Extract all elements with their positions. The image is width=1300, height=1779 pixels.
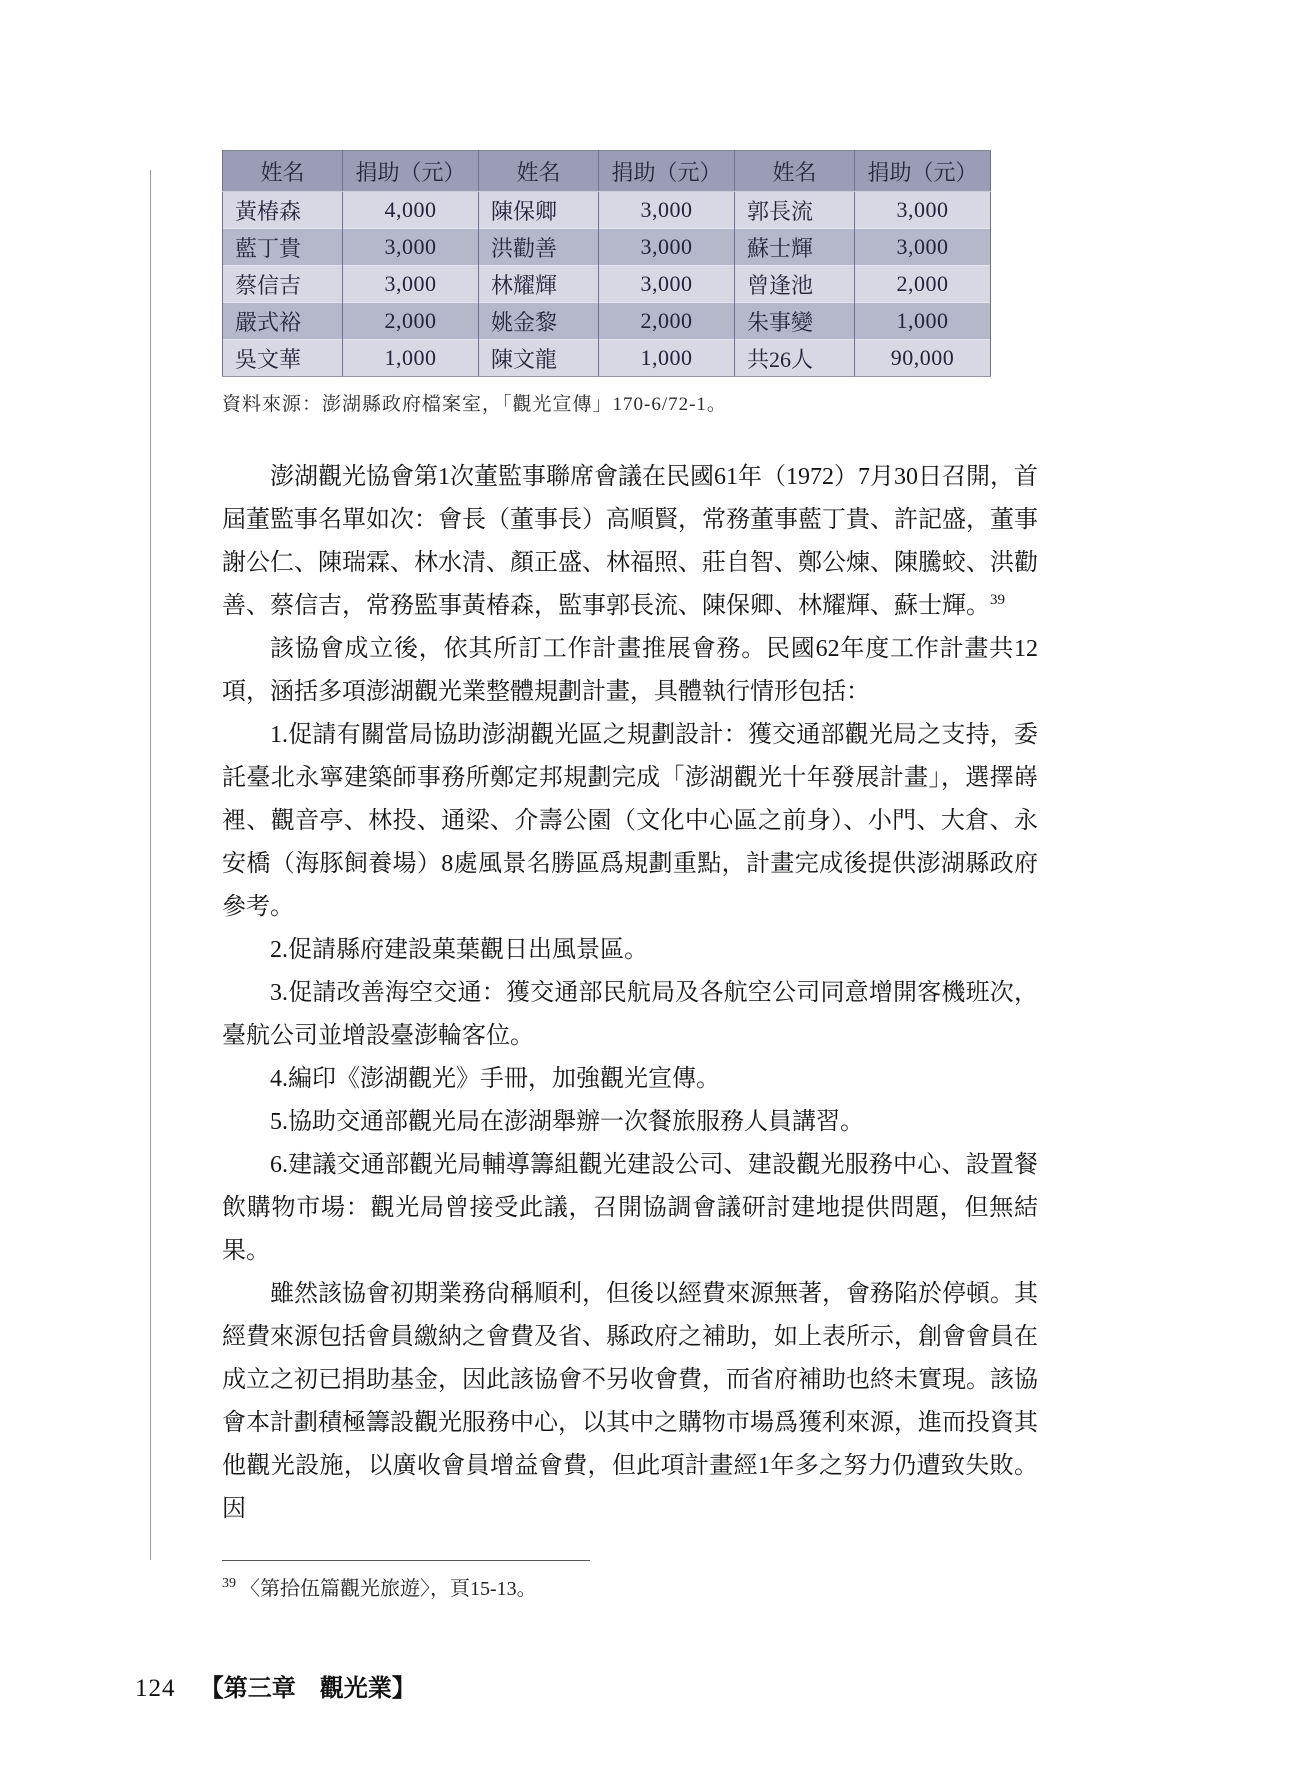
body-paragraph: 4.編印《澎湖觀光》手冊，加強觀光宣傳。 bbox=[270, 1066, 720, 1092]
table-header-cell: 捐助（元） bbox=[855, 151, 991, 192]
chapter-label: 【第三章 觀光業】 bbox=[199, 1676, 416, 1702]
footnote-marker: 39 bbox=[222, 1576, 236, 1592]
table-row bbox=[223, 229, 991, 266]
table-cell-amount: 3,000 bbox=[599, 266, 735, 303]
table-cell-name: 洪勸善 bbox=[479, 229, 599, 266]
body-paragraph: 6.建議交通部觀光局輔導籌組觀光建設公司、建設觀光服務中心、設置餐飲購物市場：觀光局曾接受此議，召開協調會議研討建地提供問題，但無結果。 bbox=[222, 1152, 1038, 1264]
table-cell-amount: 3,000 bbox=[599, 192, 735, 229]
body-paragraph: 2.促請縣府建設菓葉觀日出風景區。 bbox=[270, 937, 648, 963]
donation-table-header bbox=[223, 151, 991, 192]
table-cell-amount: 3,000 bbox=[343, 229, 479, 266]
footnote-ref: 39 bbox=[990, 592, 1005, 608]
table-cell-name: 林耀輝 bbox=[479, 266, 599, 303]
table-header-cell: 姓名 bbox=[735, 151, 855, 192]
table-header-cell: 姓名 bbox=[479, 151, 599, 192]
body-paragraph: 5.協助交通部觀光局在澎湖舉辦一次餐旅服務人員講習。 bbox=[270, 1109, 864, 1135]
table-cell-name: 蔡信吉 bbox=[223, 266, 343, 303]
left-margin-rule bbox=[150, 170, 151, 1560]
table-cell-name: 陳文龍 bbox=[479, 340, 599, 377]
table-cell-name: 吳文華 bbox=[223, 340, 343, 377]
body-paragraph: 雖然該協會初期業務尙稱順利，但後以經費來源無著，會務陷於停頓。其經費來源包括會員繳納之會費及省、縣政府之補助，如上表所示，創會會員在成立之初已捐助基金，因此該協會不另收會費，而省府補助也終未實現。該協會本計劃積極籌設觀光服務中心，以其中之購物市場爲獲利來源，進而投資其他觀光設施，以廣收會員增益會費，但此項計畫經1年多之努力仍遭致失敗。因 bbox=[222, 1281, 1038, 1522]
footnote bbox=[222, 1572, 537, 1601]
table-cell-name: 曾逢池 bbox=[735, 266, 855, 303]
footnote-text: 〈第拾伍篇觀光旅遊〉，頁15-13。 bbox=[240, 1578, 537, 1600]
table-cell-amount: 4,000 bbox=[343, 192, 479, 229]
table-row bbox=[223, 192, 991, 229]
body-paragraph: 該協會成立後，依其所訂工作計畫推展會務。民國62年度工作計畫共12項，涵括多項澎湖觀光業整體規劃計畫，具體執行情形包括： bbox=[222, 636, 1038, 705]
page-footer bbox=[135, 1668, 416, 1703]
table-cell-amount: 1,000 bbox=[599, 340, 735, 377]
donation-table bbox=[222, 150, 991, 377]
table-cell-name: 朱事變 bbox=[735, 303, 855, 340]
table-header-cell: 姓名 bbox=[223, 151, 343, 192]
body-text bbox=[222, 456, 1038, 1531]
table-source-note: 資料來源：澎湖縣政府檔案室，「觀光宣傳」170-6/72-1。 bbox=[222, 394, 727, 415]
table-cell-amount: 90,000 bbox=[855, 340, 991, 377]
table-cell-name: 藍丁貴 bbox=[223, 229, 343, 266]
table-cell-amount: 1,000 bbox=[855, 303, 991, 340]
table-cell-amount: 2,000 bbox=[855, 266, 991, 303]
table-cell-name: 蘇士輝 bbox=[735, 229, 855, 266]
table-row bbox=[223, 266, 991, 303]
table-cell-amount: 1,000 bbox=[343, 340, 479, 377]
table-cell-amount: 2,000 bbox=[599, 303, 735, 340]
table-cell-name: 黃椿森 bbox=[223, 192, 343, 229]
page-content bbox=[222, 150, 1038, 1531]
table-cell-amount: 3,000 bbox=[343, 266, 479, 303]
table-cell-amount: 3,000 bbox=[855, 229, 991, 266]
donation-table-body bbox=[223, 192, 991, 377]
table-cell-name: 陳保卿 bbox=[479, 192, 599, 229]
table-cell-amount: 3,000 bbox=[599, 229, 735, 266]
table-header-cell: 捐助（元） bbox=[599, 151, 735, 192]
table-cell-name: 郭長流 bbox=[735, 192, 855, 229]
page-number: 124 bbox=[135, 1675, 176, 1702]
table-cell-name: 嚴式裕 bbox=[223, 303, 343, 340]
body-paragraph: 3.促請改善海空交通：獲交通部民航局及各航空公司同意增開客機班次，臺航公司並增設臺澎輪客位。 bbox=[222, 980, 1038, 1049]
table-row bbox=[223, 340, 991, 377]
table-cell-amount: 3,000 bbox=[855, 192, 991, 229]
table-cell-amount: 2,000 bbox=[343, 303, 479, 340]
table-cell-name: 共26人 bbox=[735, 340, 855, 377]
footnote-separator bbox=[222, 1560, 590, 1561]
table-cell-name: 姚金黎 bbox=[479, 303, 599, 340]
body-paragraph: 澎湖觀光協會第1次董監事聯席會議在民國61年（1972）7月30日召開，首屆董監事名單如次：會長（董事長）高順賢，常務董事藍丁貴、許記盛，董事謝公仁、陳瑞霖、林水清、顏正盛、林福照、莊自智、鄭公煉、陳騰蛟、洪勸善、蔡信吉，常務監事黃椿森，監事郭長流、陳保卿、林耀輝、蘇士輝。$^{39}$ bbox=[222, 464, 1038, 619]
body-paragraph: 1.促請有關當局協助澎湖觀光區之規劃設計：獲交通部觀光局之支持，委託臺北永寧建築師事務所鄭定邦規劃完成「澎湖觀光十年發展計畫」，選擇嵵裡、觀音亭、林投、通梁、介壽公園（文化中心區之前身）、小門、大倉、永安橋（海豚飼養場）8處風景名勝區爲規劃重點，計畫完成後提供澎湖縣政府參考。 bbox=[222, 722, 1038, 920]
table-header-cell: 捐助（元） bbox=[343, 151, 479, 192]
table-row bbox=[223, 303, 991, 340]
